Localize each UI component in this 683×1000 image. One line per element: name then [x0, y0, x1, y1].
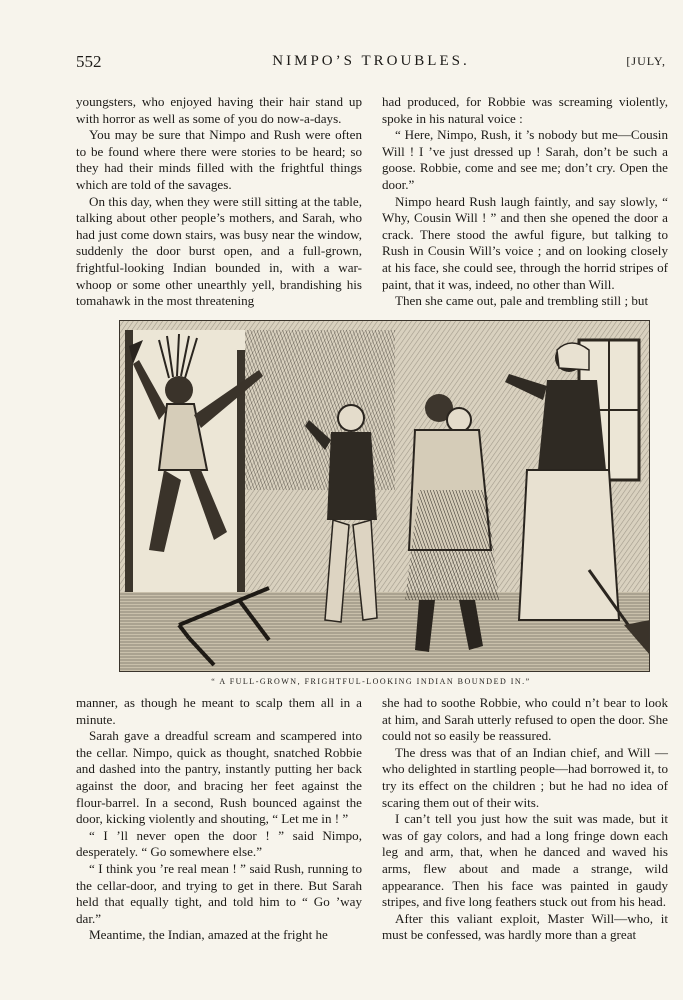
paragraph: After this valiant exploit, Master Will—who, it must be confessed, was hardly more than a great	[382, 910, 668, 943]
engraving-illustration	[119, 320, 650, 672]
column-top-right	[382, 94, 668, 310]
column-bottom-left	[76, 695, 362, 944]
illustration-caption: “ A FULL-GROWN, FRIGHTFUL-LOOKING INDIAN BOUNDED IN.”	[211, 677, 531, 686]
indian-scene-engraving	[119, 320, 650, 672]
page-number: 552	[76, 52, 102, 71]
paragraph: youngsters, who enjoyed having their hair stand up with horror as well as some of you do now-a-days.	[76, 94, 362, 126]
issue-month: [JULY,	[626, 54, 666, 68]
paragraph: “ I think you ’re real mean ! ” said Rush, running to the cellar-door, and trying to get in there. But Sarah held that equally tight, and told him to “ Go ’way dar.”	[76, 860, 362, 926]
running-title: NIMPO’S TROUBLES.	[272, 53, 470, 69]
paragraph: had produced, for Robbie was screaming violently, spoke in his natural voice :	[382, 94, 668, 126]
paragraph: “ I ’ll never open the door ! ” said Nimpo, desperately. “ Go somewhere else.”	[76, 827, 362, 860]
paragraph: she had to soothe Robbie, who could n’t bear to look at him, and Sarah utterly refused to open the door. She could not so easily be reassured.	[382, 695, 668, 744]
paragraph: “ Here, Nimpo, Rush, it ’s nobody but me—Cousin Will ! I ’ve just dressed up ! Sarah, don’t be such a goose. Robbie, come and see me; don’t cry. Open the door.”	[382, 127, 668, 192]
paragraph: Nimpo heard Rush laugh faintly, and say slowly, “ Why, Cousin Will ! ” and then she opened the door a crack. There stood the awful figure, but talking to Rush in Cousin Will’s voice ; and on looking closely at his face, she could see, through the horrid stripes of paint, that it was, indeed, no other than Will.	[382, 193, 668, 292]
column-bottom-right	[382, 695, 668, 944]
running-header	[76, 52, 666, 76]
paragraph: The dress was that of an Indian chief, and Will —who delighted in startling people—had borrowed it, to try its effect on the children ; but he had no idea of scaring them out of their wits.	[382, 744, 668, 810]
paragraph: Sarah gave a dreadful scream and scampered into the cellar. Nimpo, quick as thought, snatched Robbie and dashed into the pantry, instantly putting her back against the door, and bracing her feet against the flour-barrel. In a second, Rush bounced against the door, kicking violently and shouting, “ Let me in ! ”	[76, 728, 362, 827]
paragraph: I can’t tell you just how the suit was made, but it was of gay colors, and had a long fringe down each leg and arm, that, when he danced and waved his arms, flew about and made a strange, wild appearance. Then his face was painted in gaudy stripes, and five long feathers stuck out from his head.	[382, 811, 668, 910]
paragraph: On this day, when they were still sitting at the table, talking about other people’s mothers, and Sarah, who had just come down stairs, was busy near the window, suddenly the door burst open, and a full-grown, frightful-looking Indian bounded in, with a war-whoop or some other unearthly yell, brandishing his tomahawk in the most threatening	[76, 193, 362, 309]
paragraph: Meantime, the Indian, amazed at the fright he	[89, 927, 328, 943]
paragraph: You may be sure that Nimpo and Rush were often to be found where there were stories to be heard; so they had their minds filled with the frightful things which are told of the savages.	[76, 127, 362, 192]
column-top-left	[76, 94, 362, 310]
paragraph: manner, as though he meant to scalp them all in a minute.	[76, 695, 362, 727]
paragraph: Then she came out, pale and trembling still ; but	[395, 293, 649, 309]
